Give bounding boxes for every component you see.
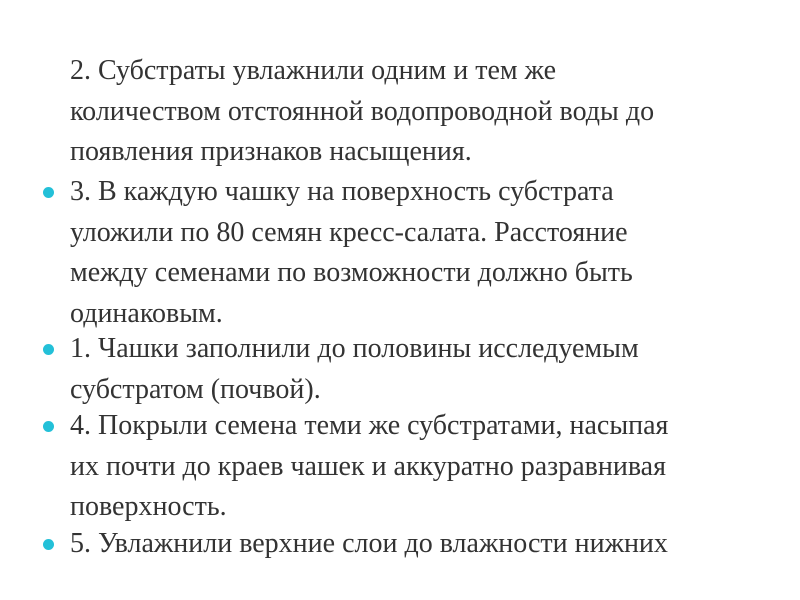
bullet-dot-icon xyxy=(43,539,54,550)
item-text-line: 3. В каждую чашку на поверхность субстрата xyxy=(70,176,614,207)
item-text-line: уложили по 80 семян кресс-салата. Расстояние xyxy=(70,216,628,248)
item-text-line: количеством отстоянной водопроводной воды до xyxy=(70,95,655,127)
item-text-line: появления признаков насыщения. xyxy=(70,136,472,167)
item-text-line: 2. Субстраты увлажнили одним и тем же xyxy=(70,55,557,86)
list-item-step-3 xyxy=(70,172,770,334)
item-text-line: 5. Увлажнили верхние слои до влажности нижних xyxy=(70,528,668,559)
list-item-step-5 xyxy=(70,524,770,565)
bullet-dot-icon xyxy=(43,421,54,432)
bullet-dot-icon xyxy=(43,344,54,355)
bullet-dot-icon xyxy=(43,187,54,198)
list-item-step-4 xyxy=(70,406,770,528)
item-text-line: субстратом (почвой). xyxy=(70,373,321,405)
item-text-line: их почти до краев чашек и аккуратно разравнивая xyxy=(70,450,666,482)
list-item-step-2 xyxy=(70,51,770,173)
item-text-line: 4. Покрыли семена теми же субстратами, насыпая xyxy=(70,410,669,441)
list-item-step-1 xyxy=(70,329,770,410)
item-text-line: между семенами по возможности должно быть xyxy=(70,257,633,288)
item-text-line: поверхность. xyxy=(70,491,227,522)
item-text-line: одинаковым. xyxy=(70,297,223,329)
item-text-line: 1. Чашки заполнили до половины исследуемым xyxy=(70,333,639,364)
